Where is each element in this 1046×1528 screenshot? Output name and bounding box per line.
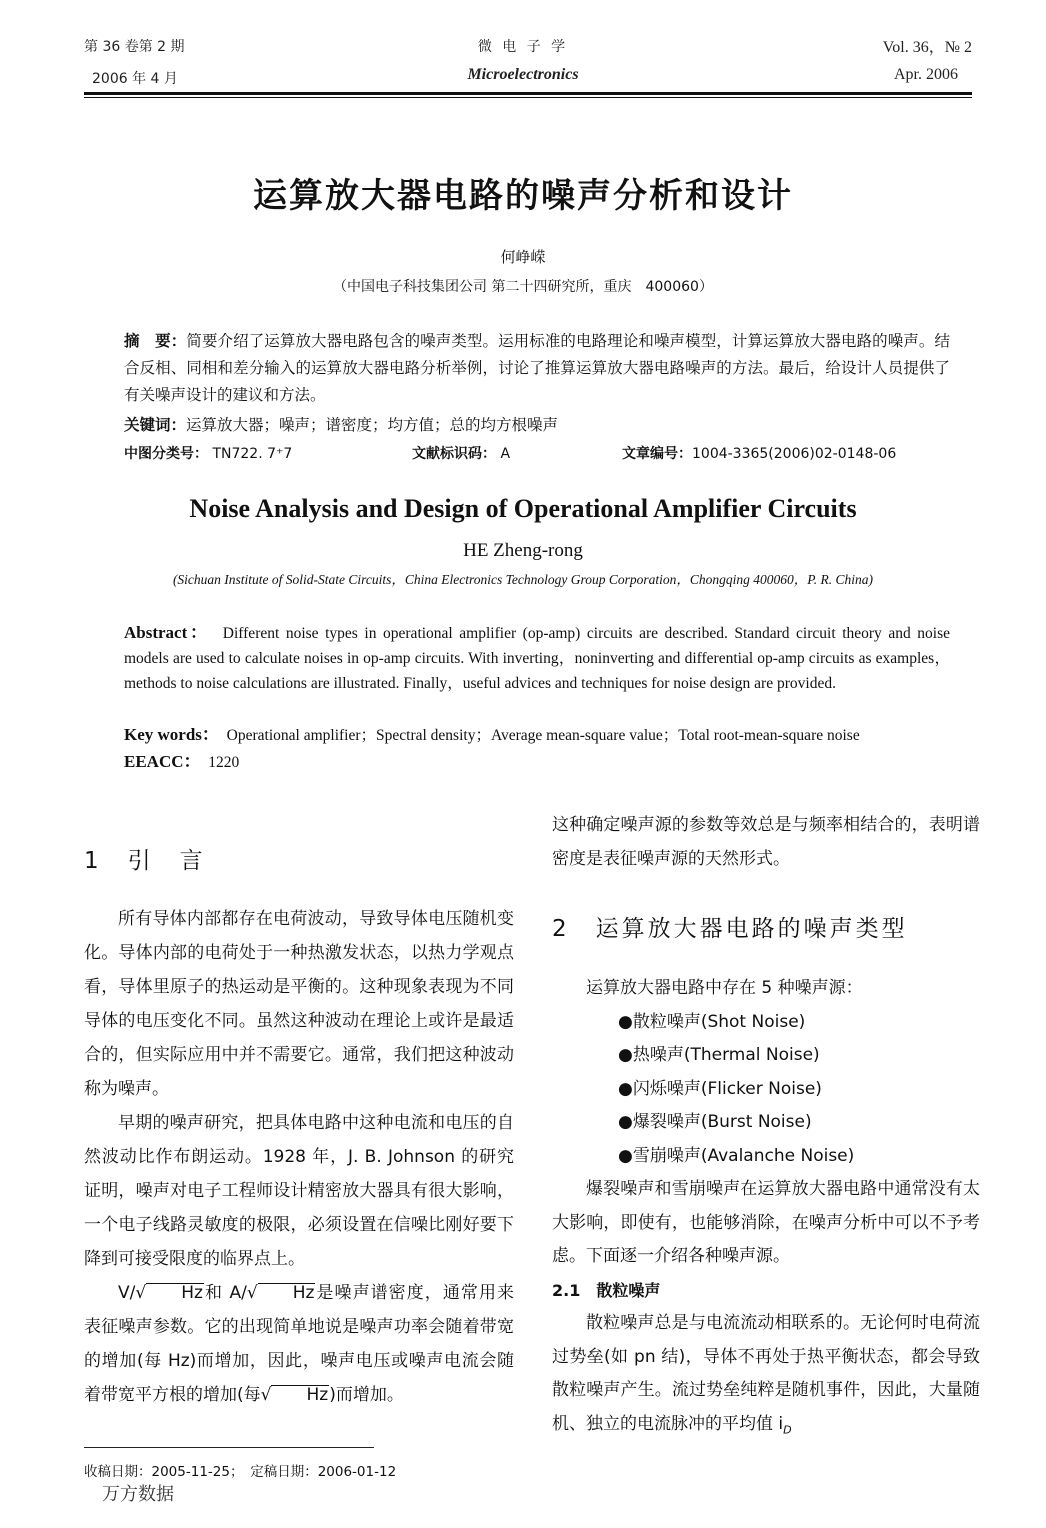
volume-issue-cn: 第 36 卷第 2 期 — [84, 39, 185, 55]
keywords-en-label: Key words： — [124, 725, 219, 744]
section-2-body — [552, 972, 980, 1446]
noise-type-item: ●雪崩噪声(Avalanche Noise) — [618, 1145, 855, 1166]
eeacc — [124, 749, 950, 775]
clc-value: TN722. 7⁺7 — [212, 446, 293, 462]
abstract-cn — [124, 328, 950, 409]
noise-type-item: ●闪烁噪声(Flicker Noise) — [618, 1078, 822, 1099]
p3-text-c: 是噪声谱密度，通常用来表征噪声参数。它的出现简单地说是噪声功率会随着带宽的增加(每 Hz)而增加，因此，噪声电压或噪声电流会随着带宽平方根的增加(每 — [84, 1283, 514, 1405]
article-title-en: Noise Analysis and Design of Operational Amplifier Circuits — [189, 494, 857, 523]
sqrt-hz-2: Hz — [258, 1283, 316, 1303]
abstract-en — [124, 620, 950, 696]
continued-paragraph: 这种确定噪声源的参数等效总是与频率相结合的，表明谱密度是表征噪声源的天然形式。 — [552, 815, 980, 869]
sqrt-hz-1: Hz — [146, 1283, 204, 1303]
keywords-cn-label: 关键词： — [124, 416, 187, 434]
affiliation-en: (Sichuan Institute of Solid-State Circuits，China Electronics Technology Group Corporation，Chongqing 400060，P. R. China) — [172, 572, 874, 587]
p3-text-b: 和 A/ — [203, 1283, 247, 1303]
journal-name-cn: 微 电 子 学 — [477, 39, 569, 55]
section-1-paragraph-1: 所有导体内部都存在电荷波动，导致导体电压随机变化。导体内部的电荷处于一种热激发状态，以热力学观点看，导体里原子的热运动是平衡的。这种现象表现为不同导体的电压变化不同。虽然这种波动在理论上或许是最适合的，但实际应用中并不需要它。通常，我们把这种波动称为噪声。 — [84, 909, 514, 1099]
section-2-paragraph: 爆裂噪声和雪崩噪声在运算放大器电路中通常没有太大影响，即使有，也能够消除，在噪声分析中可以不予考虑。下面逐一介绍各种噪声源。 — [552, 1179, 980, 1266]
right-column-continued — [552, 808, 980, 876]
doc-code-label: 文献标识码： — [412, 446, 496, 462]
eeacc-value: 1220 — [208, 754, 240, 771]
abstract-en-text: Different noise types in operational amplifier (op-amp) circuits are described. Standard circuit theory and noise models are used to calculate noises in op-amp circuits. With inverting，noninverting and differential op-amp circuits as examples，methods to noise calculations are illustrated. Finally，useful advices and techniques for noise design are provided. — [124, 625, 951, 692]
header-rule-thin — [84, 97, 972, 98]
sqrt-hz-3: Hz — [271, 1385, 329, 1405]
article-number — [622, 443, 896, 463]
article-number-value: 1004-3365(2006)02-0148-06 — [692, 446, 897, 462]
volume-issue-en: Vol. 36，№ 2 — [882, 39, 972, 56]
noise-type-item: ●爆裂噪声(Burst Noise) — [618, 1112, 812, 1132]
date-cn: 2006 年 4 月 — [92, 71, 178, 87]
article-number-label: 文章编号： — [622, 446, 692, 462]
section-1-paragraph-2: 早期的噪声研究，把具体电路中这种电流和电压的自然波动比作布朗运动。1928 年，J. B. Johnson 的研究证明，噪声对电子工程师设计精密放大器具有很大影响，一个电子线路灵敏度的极限，必须设置在信噪比刚好要下降到可接受限度的临界点上。 — [84, 1113, 514, 1269]
footnote-rule — [84, 1447, 374, 1448]
keywords-en-text: Operational amplifier；Spectral density；Average mean-square value；Total root-mean-square noise — [226, 727, 860, 744]
author-cn: 何峥嵘 — [500, 248, 546, 266]
keywords-en — [124, 722, 950, 748]
p3-text-a: V/ — [118, 1283, 136, 1303]
section-1-heading: 1 引 言 — [84, 848, 206, 874]
clc-label: 中图分类号： — [124, 446, 208, 462]
subsection-text: 散粒噪声总是与电流流动相联系的。无论何时电荷流过势垒(如 pn 结)，导体不再处于热平衡状态，都会导致散粒噪声产生。流过势垒纯粹是随机事件，因此，大量随机、独立的电流脉冲的平均值 i — [552, 1313, 980, 1434]
date-en: Apr. 2006 — [894, 66, 958, 83]
keywords-cn — [124, 412, 950, 439]
doc-code-value: A — [500, 446, 511, 462]
abstract-cn-text: 简要介绍了运算放大器电路包含的噪声类型。运用标准的电路理论和噪声模型，计算运算放大器电路的噪声。结合反相、同相和差分输入的运算放大器电路分析举例，讨论了推算运算放大器电路噪声的方法。最后，给设计人员提供了有关噪声设计的建议和方法。 — [124, 332, 950, 404]
journal-name-en: Microelectronics — [467, 66, 579, 83]
article-title-cn: 运算放大器电路的噪声分析和设计 — [253, 176, 793, 216]
noise-type-item: ●散粒噪声(Shot Noise) — [618, 1011, 806, 1032]
subsection-2-1-heading: 2.1 散粒噪声 — [552, 1280, 661, 1300]
subscript-d: D — [783, 1422, 792, 1436]
doc-code — [412, 443, 510, 463]
keywords-cn-text: 运算放大器；噪声；谱密度；均方值；总的均方根噪声 — [186, 416, 559, 434]
abstract-cn-label: 摘 要： — [124, 332, 187, 350]
watermark: 万方数据 — [102, 1484, 174, 1505]
section-1-body — [84, 902, 514, 1412]
affiliation-cn: （中国电子科技集团公司 第二十四研究所，重庆 400060） — [333, 279, 713, 295]
subsection-2-1-paragraph — [552, 1307, 980, 1446]
clc-number — [124, 443, 292, 463]
received-dates: 收稿日期：2005-11-25； 定稿日期：2006-01-12 — [84, 1464, 397, 1480]
author-en: HE Zheng-rong — [463, 540, 583, 561]
section-2-intro: 运算放大器电路中存在 5 种噪声源： — [586, 978, 863, 998]
abstract-en-label: Abstract： — [124, 623, 210, 642]
noise-type-item: ●热噪声(Thermal Noise) — [618, 1045, 820, 1065]
header-rule-thick — [84, 92, 972, 95]
section-1-paragraph-3: V/√ Hz和 A/√ Hz是噪声谱密度，通常用来表征噪声参数。它的出现简单地说是噪声功率会随着带宽的增加(每 Hz)而增加，因此，噪声电压或噪声电流会随着带宽平方根的增加(每√ Hz)而增加。 — [84, 1283, 514, 1405]
p3-text-d: )而增加。 — [329, 1385, 404, 1405]
section-2-heading: 2 运算放大器电路的噪声类型 — [552, 916, 908, 942]
eeacc-label: EEACC： — [124, 752, 201, 771]
